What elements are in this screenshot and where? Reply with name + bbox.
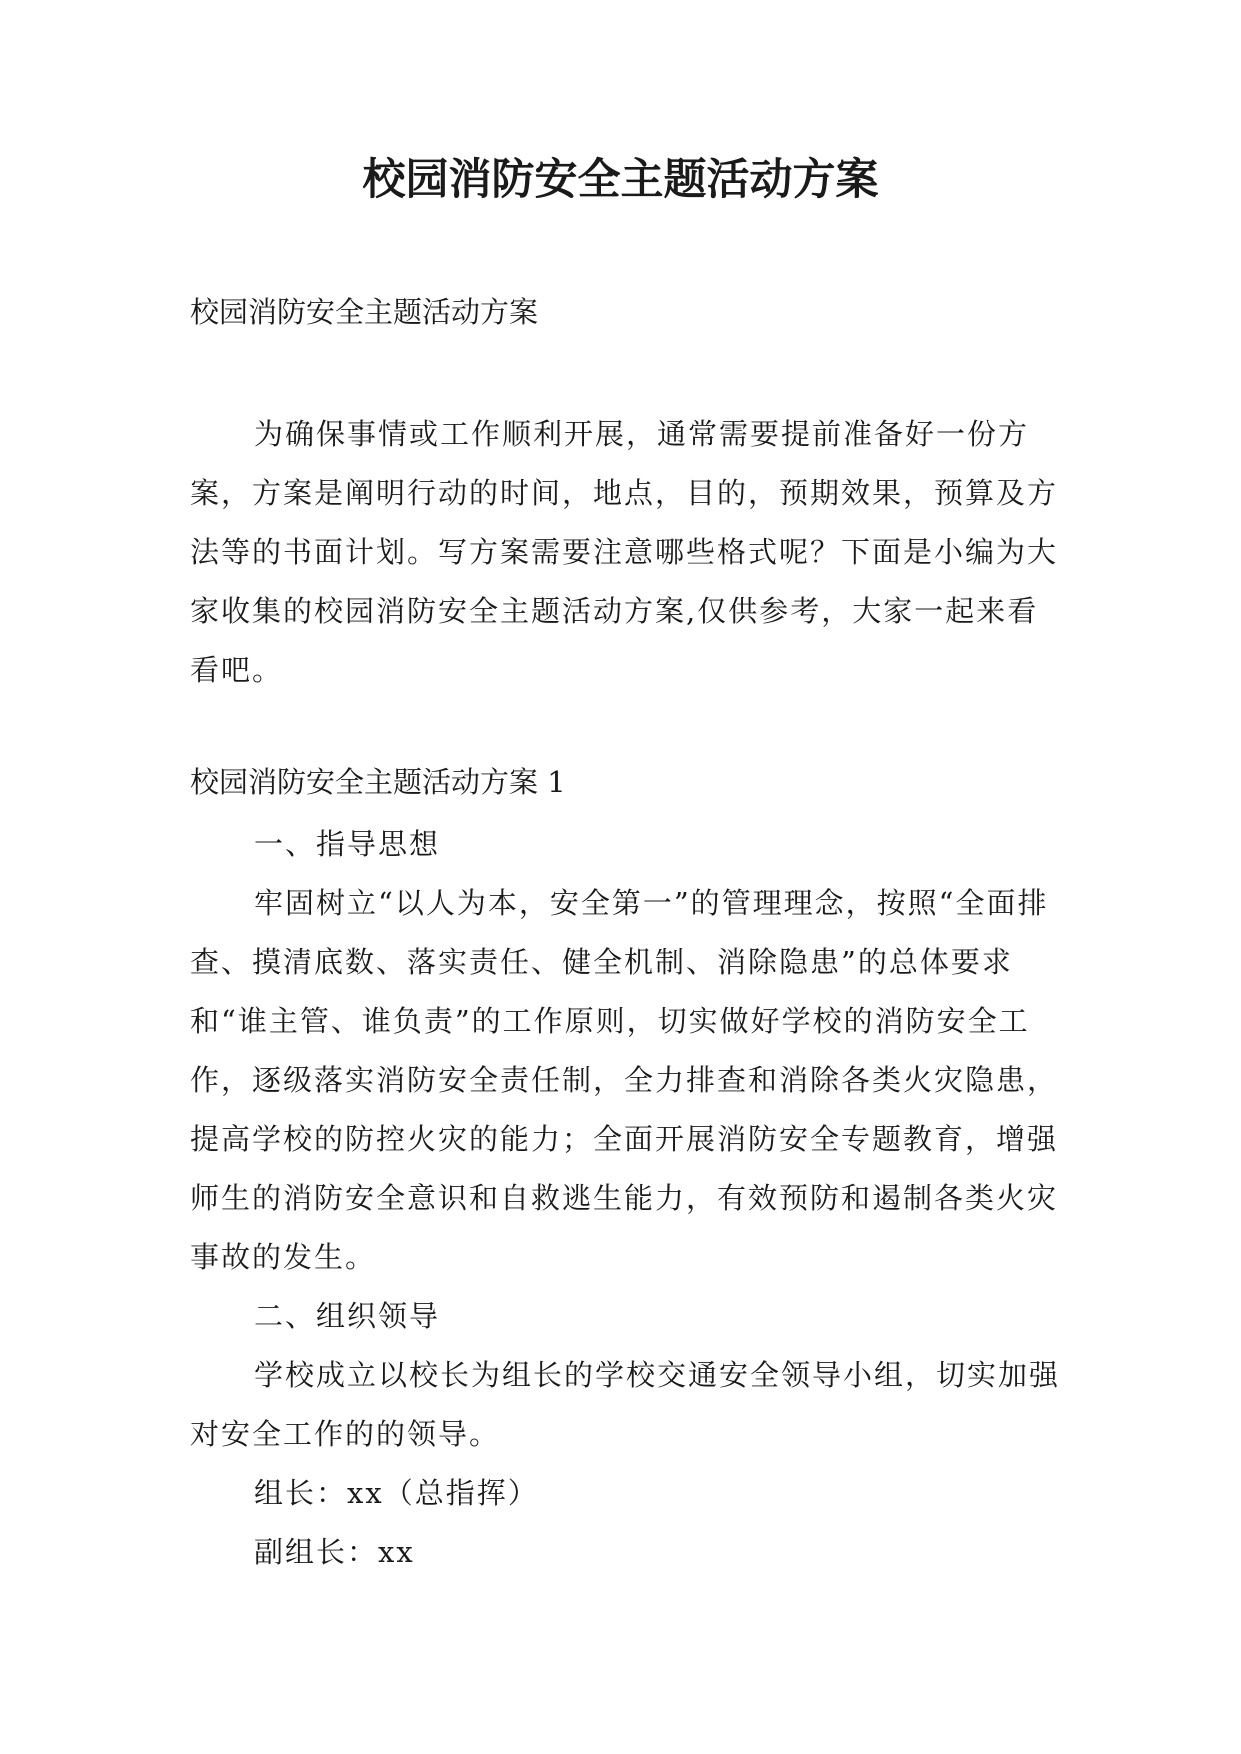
- guide-paragraph: 牢固树立“以人为本，安全第一”的管理理念，按照“全面排查、摸清底数、落实责任、健全机制、消除隐患”的总体要求和“谁主管、谁负责”的工作原则，切实做好学校的消防安全工作，逐级落实消防安全责任制，全力排查和消除各类火灾隐患，提高学校的防控火灾的能力；全面开展消防安全专题教育，增强师生的消防安全意识和自救逃生能力，有效预防和遏制各类火灾事故的发生。: [190, 886, 1059, 1274]
- document-subtitle: 校园消防安全主题活动方案: [190, 295, 539, 329]
- intro-paragraph: 为确保事情或工作顺利开展，通常需要提前准备好一份方案，方案是阐明行动的时间，地点，目的，预期效果，预算及方法等的书面计划。写方案需要注意哪些格式呢？下面是小编为大家收集的校园消防安全主题活动方案,仅供参考，大家一起来看看吧。: [190, 417, 1059, 687]
- deputy-leader-line: 副组长：xx: [254, 1535, 415, 1569]
- document-title: 校园消防安全主题活动方案: [362, 155, 879, 205]
- org-paragraph: 学校成立以校长为组长的学校交通安全领导小组，切实加强对安全工作的的领导。: [190, 1358, 1061, 1451]
- leader-line: 组长：xx（总指挥）: [254, 1476, 539, 1510]
- section-heading: 校园消防安全主题活动方案 1: [190, 765, 566, 799]
- org-heading: 二、组织领导: [254, 1299, 441, 1333]
- guide-heading: 一、指导思想: [254, 827, 441, 861]
